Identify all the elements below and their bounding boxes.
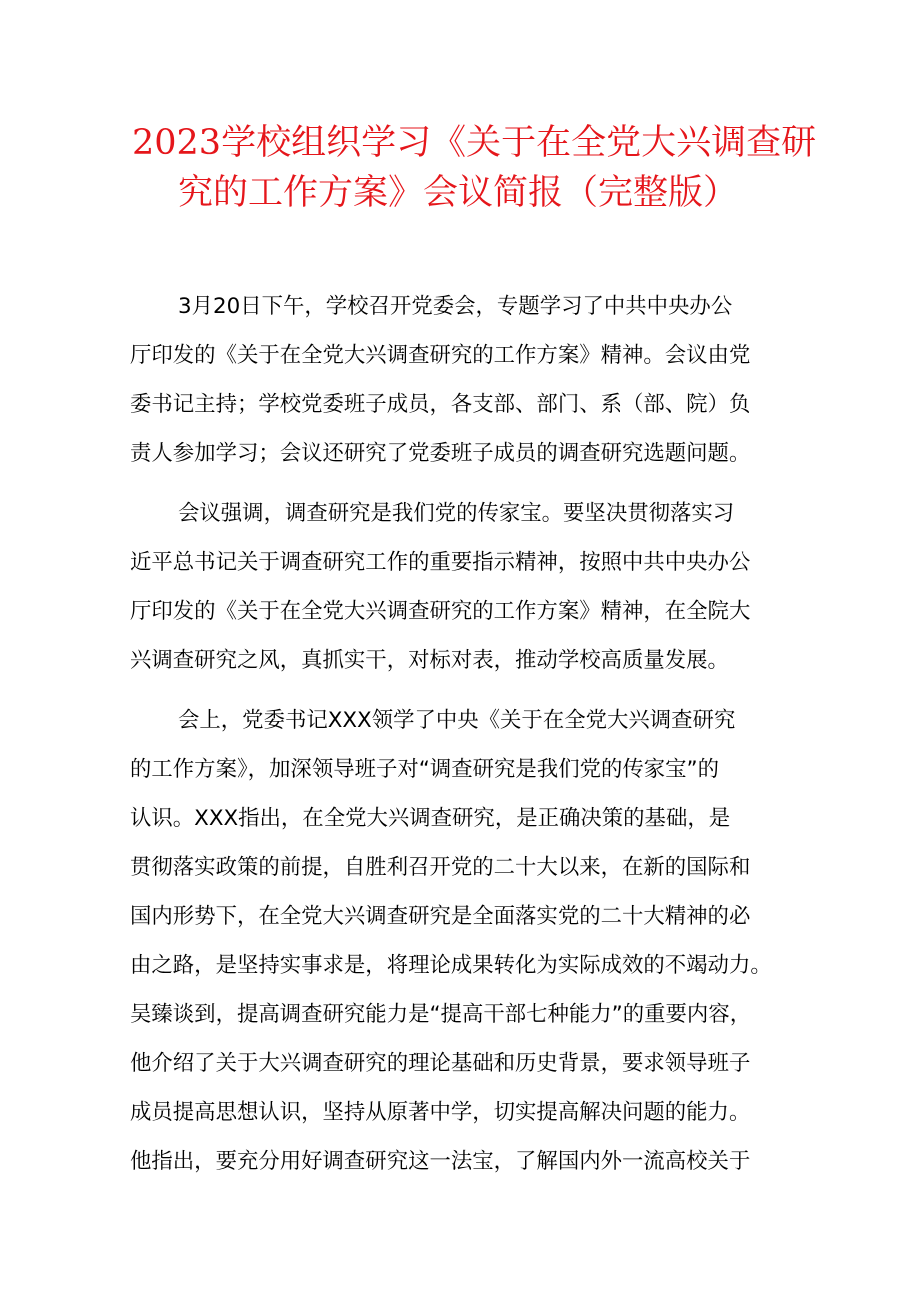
title-line-1: 2023学校组织学习《关于在全党大兴调查研 <box>132 123 817 163</box>
text-line: 会议强调，调查研究是我们党的传家宝。要坚决贯彻落实习 <box>178 501 735 526</box>
text-line: 厅印发的《关于在全党大兴调查研究的工作方案》精神。会议由党 <box>130 343 751 368</box>
text-line: 他指出，要充分用好调查研究这一法宝，了解国内外一流高校关于 <box>130 1149 751 1174</box>
text-line: 3月20日下午，学校召开党委会，专题学习了中共中央办公 <box>178 294 733 319</box>
paragraph-3 <box>130 696 800 1186</box>
document-title <box>110 118 817 218</box>
text-line: 成员提高思想认识，坚持从原著中学，切实提高解决问题的能力。 <box>130 1100 751 1125</box>
text-line: 贯彻落实政策的前提，自胜利召开党的二十大以来，在新的国际和 <box>130 855 751 880</box>
text-line: 吴臻谈到，提高调查研究能力是“提高干部七种能力”的重要内容， <box>130 1002 752 1027</box>
text-line: 由之路，是坚持实事求是，将理论成果转化为实际成效的不竭动力。 <box>130 953 772 978</box>
text-line: 责人参加学习；会议还研究了党委班子成员的调查研究选题问题。 <box>130 441 751 466</box>
text-line: 兴调查研究之风，真抓实干，对标对表，推动学校高质量发展。 <box>130 648 729 673</box>
text-line: 委书记主持；学校党委班子成员，各支部、部门、系（部、院）负 <box>130 392 751 417</box>
text-line: 的工作方案》，加深领导班子对“调查研究是我们党的传家宝”的 <box>130 757 720 782</box>
text-line: 近平总书记关于调查研究工作的重要指示精神，按照中共中央办公 <box>130 550 751 575</box>
title-line-2: 究的工作方案》会议简报（完整版） <box>178 173 739 213</box>
text-line: 厅印发的《关于在全党大兴调查研究的工作方案》精神，在全院大 <box>130 599 751 624</box>
text-line: 会上，党委书记XXX领学了中央《关于在全党大兴调查研究 <box>178 708 736 733</box>
paragraph-1 <box>130 282 800 478</box>
document-body <box>130 282 800 1197</box>
text-line: 认识。XXX指出，在全党大兴调查研究，是正确决策的基础，是 <box>130 806 731 831</box>
text-line: 他介绍了关于大兴调查研究的理论基础和历史背景，要求领导班子 <box>130 1051 751 1076</box>
text-line: 国内形势下，在全党大兴调查研究是全面落实党的二十大精神的必 <box>130 904 751 929</box>
paragraph-2 <box>130 489 800 685</box>
